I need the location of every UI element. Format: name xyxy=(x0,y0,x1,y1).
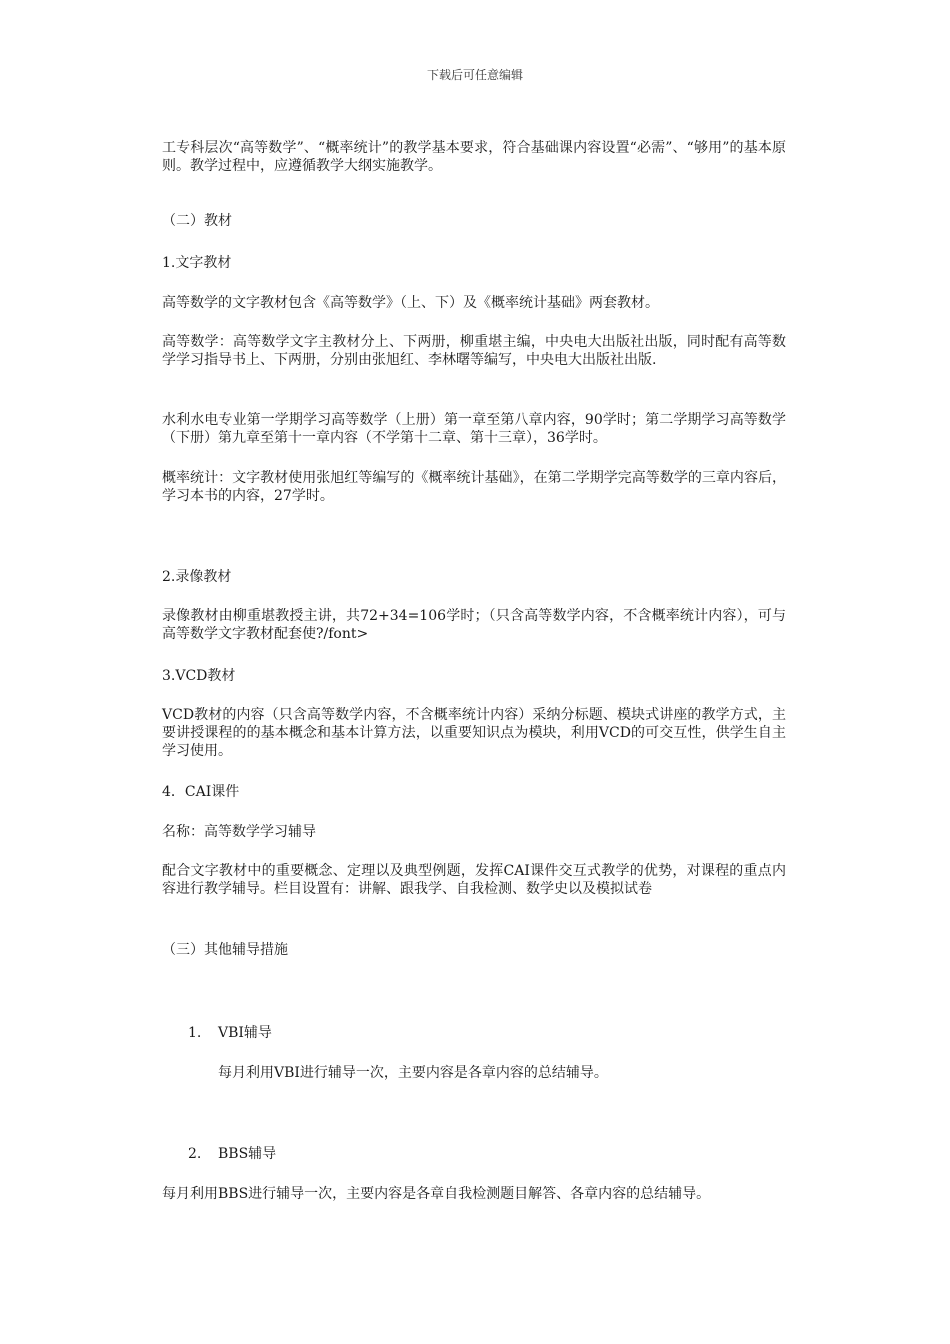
subheading-vcd-material: 3.VCD教材 xyxy=(162,668,236,684)
intro-paragraph: 工专科层次“高等数学”、“概率统计”的教学基本要求，符合基础课内容设置“必需”、“够用”的基本原则。教学过程中，应遵循教学大纲实施教学。 xyxy=(162,140,786,174)
bbs-description: 每月利用BBS进行辅导一次，主要内容是各章自我检测题目解答、各章内容的总结辅导。 xyxy=(162,1186,711,1202)
vbi-description: 每月利用VBI进行辅导一次，主要内容是各章内容的总结辅导。 xyxy=(218,1065,608,1081)
list-item-label: VBI辅导 xyxy=(218,1025,272,1041)
list-item-vbi xyxy=(188,1024,272,1042)
text-material-intro: 高等数学的文字教材包含《高等数学》（上、下）及《概率统计基础》两套教材。 xyxy=(162,295,659,311)
advanced-math-paragraph: 高等数学：高等数学文字主教材分上、下两册，柳重堪主编，中央电大出版社出版，同时配有高等数学学习指导书上、下两册，分别由张旭红、李林曙等编写，中央电大出版社出版. xyxy=(162,334,786,368)
vcd-paragraph: VCD教材的内容（只含高等数学内容，不含概率统计内容）采纳分标题、模块式讲座的教学方式，主要讲授课程的的基本概念和基本计算方法，以重要知识点为模块，利用VCD的可交互性，供学生自主学习使用。 xyxy=(162,707,786,759)
subheading-cai: 4．CAI课件 xyxy=(162,784,240,800)
section-heading-textbook: （二）教材 xyxy=(162,213,232,229)
list-item-bbs xyxy=(188,1145,276,1163)
cai-name-line: 名称：高等数学学习辅导 xyxy=(162,824,316,840)
list-item-label: BBS辅导 xyxy=(218,1146,277,1162)
section-heading-other: （三）其他辅导措施 xyxy=(162,942,288,958)
subheading-video-material: 2.录像教材 xyxy=(162,569,232,585)
list-number: 2. xyxy=(188,1146,202,1162)
page-header: 下载后可任意编辑 xyxy=(426,68,523,82)
probability-paragraph: 概率统计：文字教材使用张旭红等编写的《概率统计基础》，在第二学期学完高等数学的三章内容后，学习本书的内容，27学时。 xyxy=(162,470,786,504)
cai-paragraph: 配合文字教材中的重要概念、定理以及典型例题，发挥CAI课件交互式教学的优势，对课程的重点内容进行教学辅导。栏目设置有：讲解、跟我学、自我检测、数学史以及模拟试卷 xyxy=(162,863,786,897)
subheading-text-material: 1.文字教材 xyxy=(162,255,232,271)
schedule-paragraph: 水利水电专业第一学期学习高等数学（上册）第一章至第八章内容，90学时；第二学期学习高等数学（下册）第九章至第十一章内容（不学第十二章、第十三章），36学时。 xyxy=(162,412,786,446)
list-number: 1. xyxy=(188,1025,202,1041)
video-paragraph: 录像教材由柳重堪教授主讲，共72+34=106学时；（只含高等数学内容，不含概率统计内容），可与高等数学文字教材配套使?/font> xyxy=(162,608,786,642)
